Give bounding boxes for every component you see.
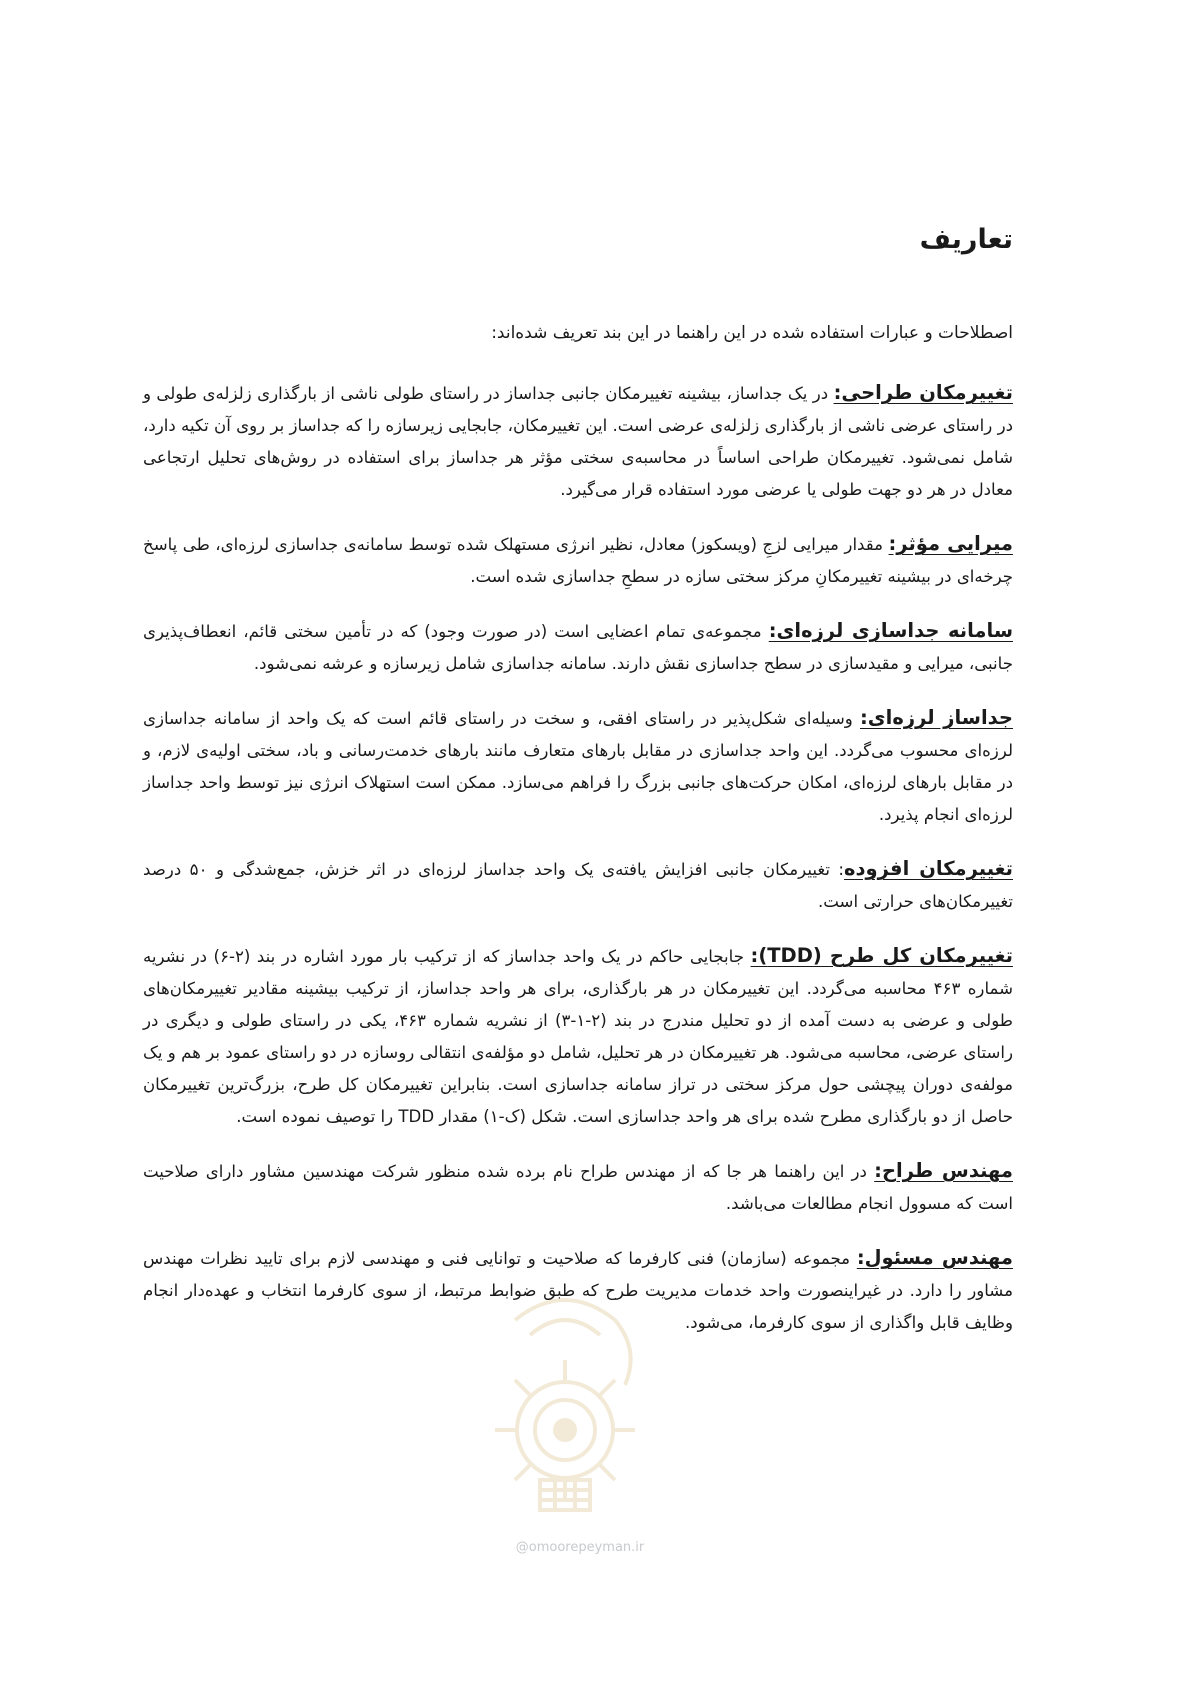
page-title: تعاریف	[919, 224, 1013, 255]
definition-text: مقدار میرایی لزجِ (ویسکوز) معادل، نظیر انرژی مستهلک شده توسط سامانه‌ی جداسازی لرزه‌ای، طی پاسخ چرخه‌ای در بیشینه تغییرمکانِ مرکز سختی سازه در سطحِ جداسازی شده است.	[143, 535, 1013, 586]
definition-paragraph	[143, 940, 1013, 1133]
definitions-section	[143, 215, 1013, 1361]
definition-term: مهندس مسئول:	[856, 1246, 1013, 1269]
definition-term: تغییرمکان افزوده	[844, 857, 1013, 880]
definition-paragraph	[143, 1242, 1013, 1339]
definition-paragraph	[143, 615, 1013, 680]
intro-paragraph: اصطلاحات و عبارات استفاده شده در این راهنما در این بند تعریف شده‌اند:	[491, 323, 1013, 343]
definition-text: جابجایی حاکم در یک واحد جداساز که از ترکیب بار مورد اشاره در بند (۲-۶) در نشریه شماره ۴۶۳ محاسبه می‌گردد. این تغییرمکان در هر بارگذاری، برای هر واحد جداساز، از ترکیب بیشینه مقادیر تغییرمکان‌های طولی و عرضی به دست آمده از دو تحلیل مندرج در بند (۲-۱-۳) از نشریه شماره ۴۶۳، یکی در راستای طولی و دیگری در راستای عرضی، محاسبه می‌شود. هر تغییرمکان در هر تحلیل، شامل دو مؤلفه‌ی انتقالی روسازه در دو راستای عمود بر هم و یک مولفه‌ی دوران پیچشی حول مرکز سختی در تراز سامانه جداسازی است. بنابراین تغییرمکان کل طرح، بزرگ‌ترین تغییرمکان حاصل از دو بارگذاری مطرح شده برای هر واحد جداسازی است. شکل (ک-۱) مقدار TDD را توصیف نموده است.	[143, 947, 1013, 1126]
watermark-label: @omoorepeyman.ir	[515, 1540, 645, 1555]
definition-paragraph	[143, 1155, 1013, 1220]
definition-text: وسیله‌ای شکل‌پذیر در راستای افقی، و سخت در راستای قائم است که یک واحد از سامانه جداسازی لرزه‌ای محسوب می‌گردد. این واحد جداسازی در مقابل بارهای متعارف مانند بارهای خدمت‌رسانی و باد، سختی اولیه‌ی لازم، و در مقابل بارهای لرزه‌ای، امکان حرکت‌های جانبی بزرگ را فراهم می‌سازد. ممکن است استهلاک انرژی نیز توسط واحد جداساز لرزه‌ای انجام پذیرد.	[143, 709, 1013, 824]
definition-text: : تغییرمکان جانبی افزایش یافته‌ی یک واحد جداساز لرزه‌ای در اثر خزش، جمع‌شدگی و ۵۰ درصد تغییرمکان‌های حرارتی است.	[143, 860, 1013, 911]
definition-term: سامانه جداسازی لرزه‌ای:	[768, 619, 1014, 642]
definition-term: جداساز لرزه‌ای:	[860, 706, 1013, 729]
definition-term: مهندس طراح:	[874, 1159, 1013, 1182]
definition-paragraph	[143, 853, 1013, 918]
definition-text: مجموعه‌ی تمام اعضایی است (در صورت وجود) که در تأمین سختی قائم، انعطاف‌پذیری جانبی، میرایی و مقیدسازی در سطح جداسازی نقش دارند. سامانه جداسازی شامل زیرسازه و عرشه نمی‌شود.	[143, 622, 1013, 673]
definition-paragraph	[143, 377, 1013, 506]
definition-text: در این راهنما هر جا که از مهندس طراح نام برده شده منظور شرکت مهندسین مشاور دارای صلاحیت است که مسوول انجام مطالعات می‌باشد.	[143, 1162, 1013, 1213]
definition-term: تغییرمکان طراحی:	[833, 381, 1014, 404]
definition-text: مجموعه (سازمان) فنی کارفرما که صلاحیت و توانایی فنی و مهندسی لازم برای تایید نظرات مهندس مشاور را دارد. در غیراینصورت واحد خدمات مدیریت طرح که طبق ضوابط مرتبط، از سوی کارفرما انتخاب و عهده‌دار انجام وظایف قابل واگذاری از سوی کارفرما، می‌شود.	[143, 1249, 1013, 1332]
definition-term: تغییرمکان کل طرح (TDD):	[750, 944, 1013, 967]
definition-term: میرایی مؤثر:	[888, 532, 1013, 555]
definition-paragraph	[143, 702, 1013, 831]
definition-paragraph	[143, 528, 1013, 593]
definition-text: در یک جداساز، بیشینه تغییرمکان جانبی جداساز در راستای طولی ناشی از بارگذاری زلزله‌ی طولی و در راستای عرضی ناشی از بارگذاری زلزله‌ی عرضی است. این تغییرمکان، جابجایی زیرسازه را که جداساز بر روی آن تکیه دارد، شامل نمی‌شود. تغییرمکان طراحی اساساً در محاسبه‌ی سختی مؤثر هر جداساز برای استفاده در روش‌های تحلیل ارتجاعی معادل در هر دو جهت طولی یا عرضی مورد استفاده قرار می‌گیرد.	[143, 384, 1013, 499]
